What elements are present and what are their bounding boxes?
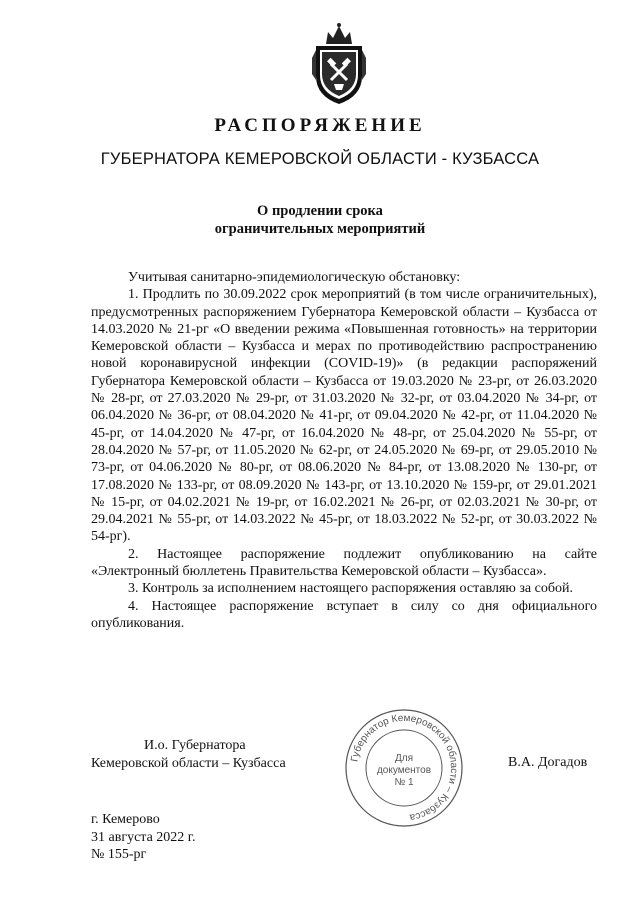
stamp-center-line-1: Для — [394, 753, 414, 764]
document-subject — [0, 202, 640, 238]
clause-1: 1. Продлить по 30.09.2022 срок мероприятий (в том числе ограничительных), предусмотренных распоряжением Губернатора Кемеровской области – Кузбасса от 14.03.2020 № 21-рг «О введении режима «Повышенная готовность» на территории Кемеровской области – Кузбасса и мерах по противодействию распространению новой коронавирусной инфекции (COVID-19)» (в редакции распоряжений Губернатора Кемеровской области – Кузбасса от 19.03.2020 № 23-рг, от 26.03.2020 № 28-рг, от 27.03.2020 № 29-рг, от 31.03.2020 № 32-рг, от 03.04.2020 № 34-рг, от 06.04.2020 № 36-рг, от 08.04.2020 № 41-рг, от 09.04.2020 № 42-рг, от 11.04.2020 № 45-рг, от 14.04.2020 № 47-рг, от 16.04.2020 № 48-рг, от 25.04.2020 № 55-рг, от 28.04.2020 № 57-рг, от 11.05.2020 № 62-рг, от 24.05.2020 № 69-рг, от 29.05.2010 № 73-рг, от 04.06.2020 № 80-рг, от 08.06.2020 № 84-рг, от 13.08.2020 № 130-рг, от 17.08.2020 № 133-рг, от 08.09.2020 № 143-рг, от 13.10.2020 № 159-рг, от 29.01.2021 № 15-рг, от 04.02.2021 № 19-рг, от 16.02.2021 № 26-рг, от 02.03.2021 № 30-рг, от 29.04.2021 № 55-рг, от 14.03.2022 № 45-рг, от 18.03.2022 № 52-рг, от 30.03.2022 № 54-рг). — [91, 287, 597, 545]
stamp-center-line-3: № 1 — [394, 777, 414, 788]
issuer-heading: ГУБЕРНАТОРА КЕМЕРОВСКОЙ ОБЛАСТИ - КУЗБАССА — [100, 150, 540, 168]
document-footer — [91, 811, 195, 864]
coat-of-arms-emblem — [308, 18, 370, 108]
signatory-title — [91, 737, 286, 773]
intro-paragraph: Учитывая санитарно-эпидемиологическую обстановку: — [128, 270, 461, 285]
signatory-name: В.А. Догадов — [508, 755, 588, 770]
document-body — [91, 269, 597, 632]
official-stamp — [342, 706, 466, 830]
stamp-center-line-2: документов — [376, 765, 432, 776]
clause-4: 4. Настоящее распоряжение вступает в силу со дня официального опубликования. — [91, 598, 597, 631]
subject-line-1: О продлении срока — [257, 203, 383, 219]
stamp-ring-text: Губернатор Кемеровской области – Кузбасса — [349, 712, 460, 823]
document-type-heading: РАСПОРЯЖЕНИЕ — [214, 115, 426, 136]
subject-line-2: ограничительных мероприятий — [214, 221, 426, 237]
footer-number: № 155-рг — [91, 847, 147, 862]
signatory-title-line-1: И.о. Губернатора — [144, 738, 246, 753]
signatory-title-line-2: Кемеровской области – Кузбасса — [91, 756, 286, 771]
clause-2: 2. Настоящее распоряжение подлежит опубликованию на сайте «Электронный бюллетень Правительства Кемеровской области – Кузбасса». — [91, 546, 597, 580]
footer-city: г. Кемерово — [91, 812, 160, 827]
footer-date: 31 августа 2022 г. — [91, 829, 196, 845]
clause-3: 3. Контроль за исполнением настоящего распоряжения оставляю за собой. — [128, 581, 573, 597]
